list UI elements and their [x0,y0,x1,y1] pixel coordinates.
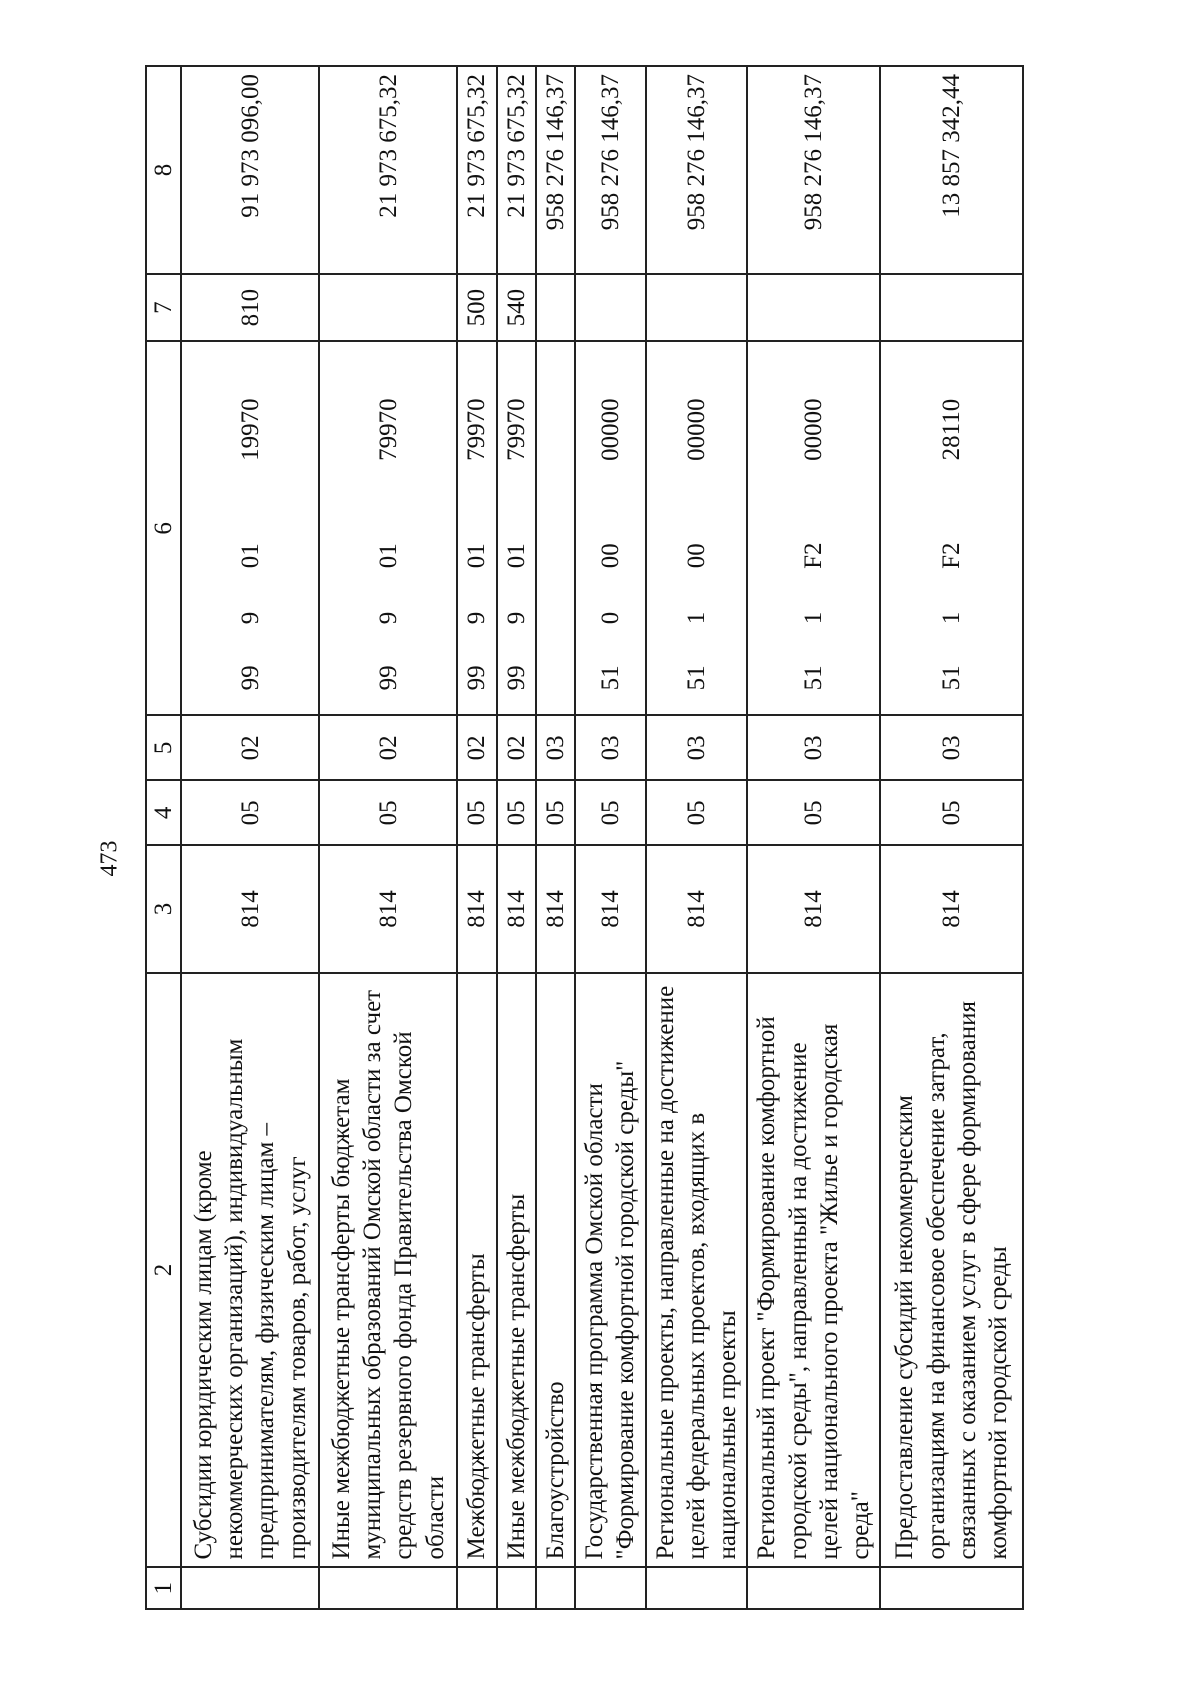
row-col-3: 814 [646,845,748,972]
row-code-subprogram [536,595,575,642]
row-col-1 [747,1567,880,1609]
row-code-subprogram: 1 [880,595,1023,642]
row-code-event: F2 [880,517,1023,595]
row-code-program: 51 [747,641,880,715]
row-name: Иные межбюджетные трансферты [497,973,536,1568]
row-col-1 [181,1567,319,1609]
row-col-5: 03 [747,715,880,780]
row-col-1 [575,1567,646,1609]
row-name: Благоустройство [536,973,575,1568]
row-col-4: 05 [747,780,880,845]
row-code-subprogram: 1 [747,595,880,642]
row-name: Региональный проект "Формирование комфортной городской среды", направленный на достижение целей национального проекта "Жилье и городская среда" [747,973,880,1568]
table-row [536,66,575,1609]
row-col-5: 02 [181,715,319,780]
row-col-4: 05 [536,780,575,845]
row-code-direction [536,341,575,516]
row-col-4: 05 [497,780,536,845]
table-row [497,66,536,1609]
row-col-4: 05 [457,780,496,845]
row-col-7: 810 [181,274,319,342]
header-col-3: 3 [146,845,181,972]
row-code-direction: 00000 [575,341,646,516]
row-code-event: 00 [575,517,646,595]
row-col-7 [575,274,646,342]
row-col-3: 814 [497,845,536,972]
header-col-4: 4 [146,780,181,845]
header-col-8: 8 [146,66,181,274]
row-code-event: F2 [747,517,880,595]
row-code-event [536,517,575,595]
row-code-program: 99 [497,641,536,715]
row-col-1 [536,1567,575,1609]
row-col-1 [319,1567,457,1609]
row-code-subprogram: 9 [319,595,457,642]
row-col-3: 814 [457,845,496,972]
row-col-5: 02 [319,715,457,780]
row-name: Предоставление субсидий некоммерческим организациям на финансовое обеспечение затрат, связанных с оказанием услуг в сфере формирования комфортной городской среды [880,973,1023,1568]
row-col-3: 814 [319,845,457,972]
table-row [575,66,646,1609]
table-row [181,66,319,1609]
row-amount: 958 276 146,37 [646,66,748,274]
row-col-4: 05 [646,780,748,845]
row-code-program: 51 [646,641,748,715]
header-col-6: 6 [146,341,181,715]
row-code-direction: 00000 [646,341,748,516]
row-col-5: 03 [880,715,1023,780]
table-row [747,66,880,1609]
row-col-5: 03 [536,715,575,780]
row-col-7 [319,274,457,342]
row-code-subprogram: 0 [575,595,646,642]
row-col-5: 03 [575,715,646,780]
row-amount: 958 276 146,37 [536,66,575,274]
row-col-7 [536,274,575,342]
budget-table [145,65,1024,1610]
row-code-direction: 79970 [319,341,457,516]
row-code-direction: 79970 [457,341,496,516]
row-code-program: 99 [319,641,457,715]
row-code-subprogram: 9 [457,595,496,642]
page-number: 473 [96,840,123,877]
row-col-1 [497,1567,536,1609]
row-col-7 [880,274,1023,342]
row-amount: 91 973 096,00 [181,66,319,274]
row-col-5: 03 [646,715,748,780]
row-name: Региональные проекты, направленные на достижение целей федеральных проектов, входящих в национальные проекты [646,973,748,1568]
row-code-subprogram: 1 [646,595,748,642]
row-col-4: 05 [880,780,1023,845]
row-col-3: 814 [880,845,1023,972]
table-row [880,66,1023,1609]
header-col-2: 2 [146,973,181,1568]
row-col-3: 814 [181,845,319,972]
row-code-subprogram: 9 [181,595,319,642]
row-col-7: 500 [457,274,496,342]
row-name: Субсидии юридическим лицам (кроме некоммерческих организаций), индивидуальным предпринимателям, физическим лицам – производителям товаров, работ, услуг [181,973,319,1568]
row-name: Государственная программа Омской области "Формирование комфортной городской среды" [575,973,646,1568]
row-code-program: 99 [181,641,319,715]
row-name: Иные межбюджетные трансферты бюджетам муниципальных образований Омской области за счет средств резервного фонда Правительства Омской области [319,973,457,1568]
row-code-direction: 00000 [747,341,880,516]
header-col-1: 1 [146,1567,181,1609]
row-code-direction: 19970 [181,341,319,516]
row-col-3: 814 [536,845,575,972]
row-code-program: 99 [457,641,496,715]
row-col-7 [646,274,748,342]
row-col-7 [747,274,880,342]
row-amount: 21 973 675,32 [319,66,457,274]
header-col-7: 7 [146,274,181,342]
row-amount: 13 857 342,44 [880,66,1023,274]
row-code-event: 01 [181,517,319,595]
row-col-4: 05 [319,780,457,845]
row-code-event: 01 [457,517,496,595]
row-code-program [536,641,575,715]
row-amount: 958 276 146,37 [575,66,646,274]
row-code-direction: 28110 [880,341,1023,516]
row-col-3: 814 [747,845,880,972]
row-code-event: 01 [319,517,457,595]
row-code-event: 00 [646,517,748,595]
row-col-3: 814 [575,845,646,972]
row-code-subprogram: 9 [497,595,536,642]
row-col-4: 05 [575,780,646,845]
header-col-5: 5 [146,715,181,780]
row-col-1 [457,1567,496,1609]
row-col-7: 540 [497,274,536,342]
rotated-table-container [145,65,1130,1610]
row-amount: 21 973 675,32 [457,66,496,274]
table-row [457,66,496,1609]
row-code-direction: 79970 [497,341,536,516]
row-col-5: 02 [457,715,496,780]
row-col-1 [880,1567,1023,1609]
row-code-event: 01 [497,517,536,595]
row-name: Межбюджетные трансферты [457,973,496,1568]
row-amount: 958 276 146,37 [747,66,880,274]
row-col-4: 05 [181,780,319,845]
row-col-5: 02 [497,715,536,780]
header-row [146,66,181,1609]
table-row [646,66,748,1609]
row-code-program: 51 [575,641,646,715]
table-row [319,66,457,1609]
row-code-program: 51 [880,641,1023,715]
row-col-1 [646,1567,748,1609]
row-amount: 21 973 675,32 [497,66,536,274]
